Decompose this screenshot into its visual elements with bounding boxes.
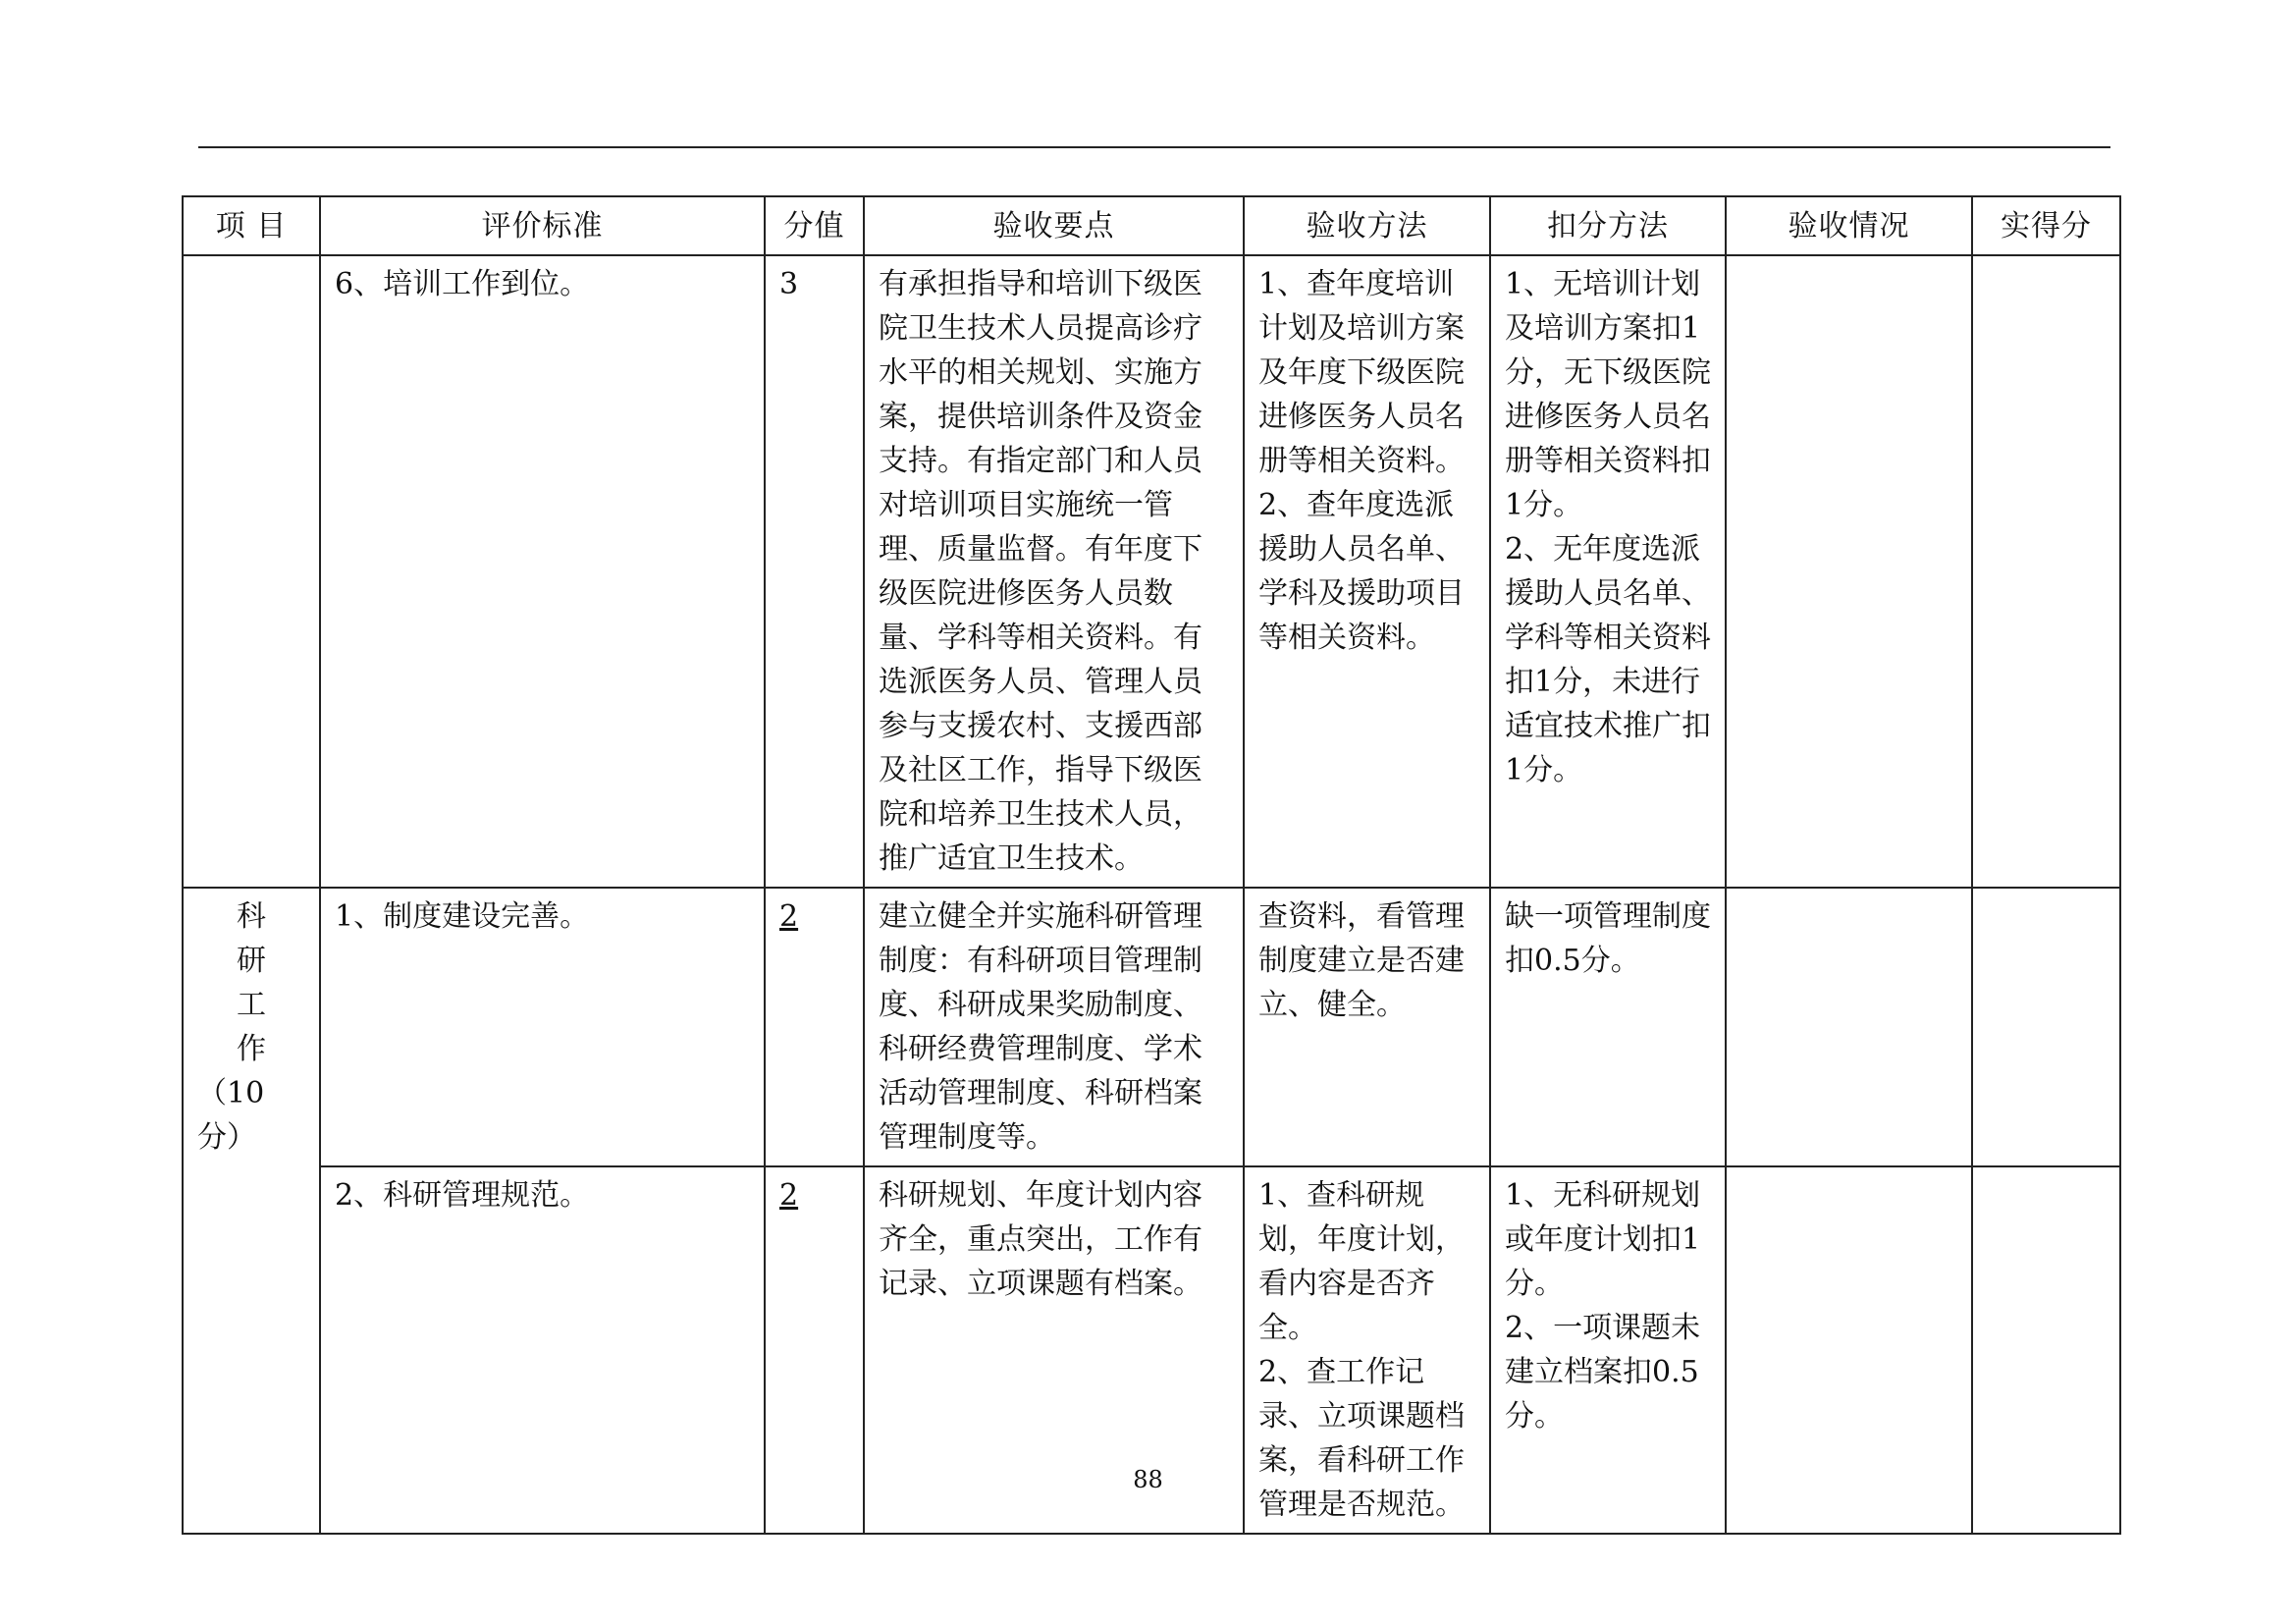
key-points-cell: 科研规划、年度计划内容齐全，重点突出，工作有记录、立项课题有档案。 bbox=[864, 1166, 1244, 1534]
header-rule bbox=[198, 146, 2110, 148]
column-header-criterion: 评价标准 bbox=[320, 196, 765, 255]
method-cell: 1、查年度培训计划及培训方案及年度下级医院进修医务人员名册等相关资料。 2、查年度选派援助人员名单、学科及援助项目等相关资料。 bbox=[1244, 255, 1490, 888]
deduction-cell: 1、无培训计划及培训方案扣1分，无下级医院进修医务人员名册等相关资料扣1分。 2、无年度选派援助人员名单、学科等相关资料扣1分，未进行适宜技术推广扣1分。 bbox=[1490, 255, 1726, 888]
score-value: 3 bbox=[779, 267, 799, 301]
table-row bbox=[183, 888, 2120, 1166]
criterion-cell: 2、科研管理规范。 bbox=[320, 1166, 765, 1534]
column-header-deduction: 扣分方法 bbox=[1490, 196, 1726, 255]
column-header-key-points: 验收要点 bbox=[864, 196, 1244, 255]
score-value: 2 bbox=[779, 899, 799, 934]
actual-score-cell bbox=[1972, 255, 2120, 888]
status-cell bbox=[1726, 255, 1972, 888]
evaluation-table bbox=[182, 195, 2121, 1535]
key-points-cell: 有承担指导和培训下级医院卫生技术人员提高诊疗水平的相关规划、实施方案，提供培训条件及资金支持。有指定部门和人员对培训项目实施统一管理、质量监督。有年度下级医院进修医务人员数量、学科等相关资料。有选派医务人员、管理人员参与支援农村、支援西部及社区工作，指导下级医院和培养卫生技术人员，推广适宜卫生技术。 bbox=[864, 255, 1244, 888]
section-name: 科研工作 bbox=[237, 899, 266, 1066]
column-header-project: 项 目 bbox=[183, 196, 320, 255]
table-header-row bbox=[183, 196, 2120, 255]
method-cell: 1、查科研规划，年度计划，看内容是否齐全。 2、查工作记录、立项课题档案，看科研工作管理是否规范。 bbox=[1244, 1166, 1490, 1534]
column-header-score: 分值 bbox=[765, 196, 864, 255]
score-value: 2 bbox=[779, 1178, 799, 1213]
column-header-status: 验收情况 bbox=[1726, 196, 1972, 255]
section-points: （10分） bbox=[197, 1076, 265, 1155]
key-points-cell: 建立健全并实施科研管理制度：有科研项目管理制度、科研成果奖励制度、科研经费管理制度、学术活动管理制度、科研档案管理制度等。 bbox=[864, 888, 1244, 1166]
column-header-method: 验收方法 bbox=[1244, 196, 1490, 255]
criterion-cell: 1、制度建设完善。 bbox=[320, 888, 765, 1166]
page-number: 88 bbox=[1133, 1466, 1163, 1493]
deduction-cell: 1、无科研规划或年度计划扣1分。 2、一项课题未建立档案扣0.5分。 bbox=[1490, 1166, 1726, 1534]
actual-score-cell bbox=[1972, 888, 2120, 1166]
section-cell bbox=[183, 888, 320, 1534]
score-cell bbox=[765, 888, 864, 1166]
deduction-cell: 缺一项管理制度扣0.5分。 bbox=[1490, 888, 1726, 1166]
table-row bbox=[183, 255, 2120, 888]
method-cell: 查资料，看管理制度建立是否建立、健全。 bbox=[1244, 888, 1490, 1166]
column-header-actual-score: 实得分 bbox=[1972, 196, 2120, 255]
criterion-cell: 6、培训工作到位。 bbox=[320, 255, 765, 888]
status-cell bbox=[1726, 888, 1972, 1166]
score-cell bbox=[765, 255, 864, 888]
section-cell-empty bbox=[183, 255, 320, 888]
